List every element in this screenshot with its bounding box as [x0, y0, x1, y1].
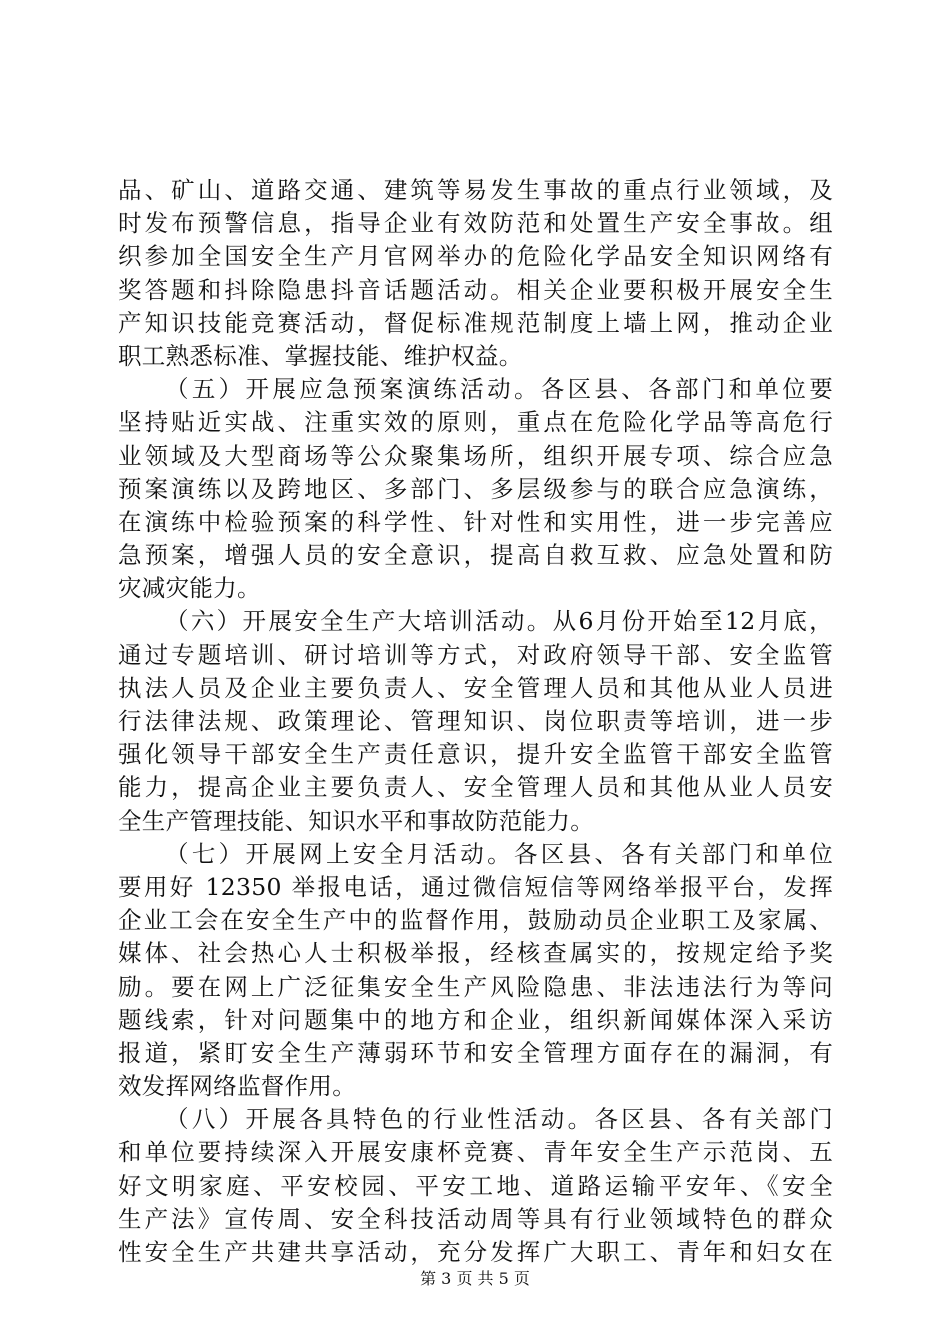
- text-line: 行法律法规、政策理论、管理知识、岗位职责等培训，进一步: [118, 707, 833, 735]
- text-line: 在演练中检验预案的科学性、针对性和实用性，进一步完善应: [118, 507, 833, 536]
- text-line: 全生产管理技能、知识水平和事故防范能力。: [118, 806, 594, 835]
- text-line: 坚持贴近实战、注重实效的原则，重点在危险化学品等高危行: [118, 408, 833, 437]
- text-line: （八）开展各具特色的行业性活动。各区县、各有关部门: [165, 1105, 833, 1134]
- text-line: 效发挥网络监督作用。: [118, 1072, 356, 1101]
- text-line: 织参加全国安全生产月官网举办的危险化学品安全知识网络有: [118, 242, 833, 271]
- text-line: 企业工会在安全生产中的监督作用，鼓励动员企业职工及家属、: [118, 906, 833, 935]
- text-line: 品、矿山、道路交通、建筑等易发生事故的重点行业领域，及: [118, 176, 833, 204]
- text-line: 业领域及大型商场等公众聚集场所，组织开展专项、综合应急: [118, 441, 833, 470]
- text-line: 强化领导干部安全生产责任意识，提升安全监管干部安全监管: [118, 740, 833, 769]
- text-line: 报道，紧盯安全生产薄弱环节和安全管理方面存在的漏洞，有: [118, 1038, 833, 1067]
- text-line: 灾减灾能力。: [118, 574, 261, 603]
- text-line: 和单位要持续深入开展安康杯竞赛、青年安全生产示范岗、五: [118, 1138, 833, 1167]
- text-line: 通过专题培训、研讨培训等方式，对政府领导干部、安全监管: [118, 640, 833, 669]
- text-line: 产知识技能竞赛活动，督促标准规范制度上墙上网，推动企业: [118, 308, 833, 337]
- text-line: 要用好 12350 举报电话，通过微信短信等网络举报平台，发挥: [118, 872, 833, 901]
- text-line: （五）开展应急预案演练活动。各区县、各部门和单位要: [165, 375, 833, 404]
- text-line: 职工熟悉标准、掌握技能、维护权益。: [118, 341, 523, 370]
- text-line: 能力，提高企业主要负责人、安全管理人员和其他从业人员安: [118, 773, 833, 802]
- page-footer: 第 3 页 共 5 页: [420, 1269, 530, 1288]
- document-body: [118, 174, 833, 1269]
- text-line: 急预案，增强人员的安全意识，提高自救互救、应急处置和防: [118, 541, 833, 570]
- text-line: 题线索，针对问题集中的地方和企业，组织新闻媒体深入采访: [118, 1005, 833, 1034]
- text-line: 好文明家庭、平安校园、平安工地、道路运输平安年、《安全: [118, 1171, 833, 1200]
- text-line: 媒体、社会热心人士积极举报，经核查属实的，按规定给予奖: [118, 939, 833, 968]
- text-line: 励。要在网上广泛征集安全生产风险隐患、非法违法行为等问: [118, 972, 833, 1001]
- text-line: （六）开展安全生产大培训活动。从6月份开始至12月底，: [165, 607, 833, 636]
- text-line: 奖答题和抖除隐患抖音话题活动。相关企业要积极开展安全生: [118, 275, 833, 304]
- text-line: 时发布预警信息，指导企业有效防范和处置生产安全事故。组: [118, 209, 833, 238]
- text-line: （七）开展网上安全月活动。各区县、各有关部门和单位: [165, 839, 833, 868]
- text-line: 生产法》宣传周、安全科技活动周等具有行业领域特色的群众: [118, 1204, 833, 1233]
- text-line: 性安全生产共建共享活动，充分发挥广大职工、青年和妇女在: [118, 1238, 833, 1266]
- text-line: 执法人员及企业主要负责人、安全管理人员和其他从业人员进: [118, 673, 833, 702]
- text-line: 预案演练以及跨地区、多部门、多层级参与的联合应急演练，: [118, 474, 833, 503]
